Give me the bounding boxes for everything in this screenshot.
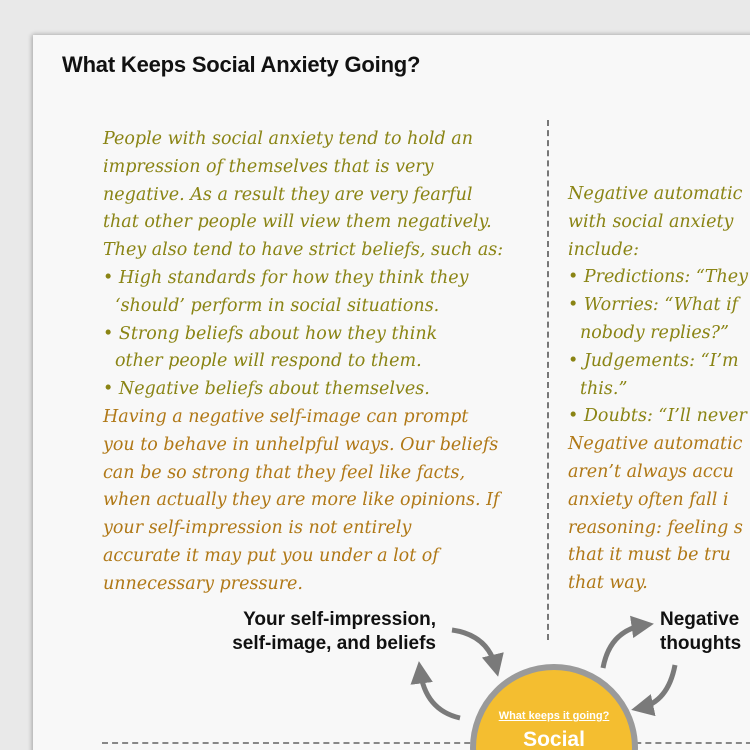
- text-line: People with social anxiety tend to hold an: [103, 129, 473, 149]
- text-line: include:: [568, 239, 639, 260]
- text-line: aren’t always accu: [568, 461, 734, 482]
- text-line: nobody replies?”: [580, 322, 729, 343]
- section-divider: [102, 742, 750, 744]
- negative-thoughts-text: [568, 181, 748, 598]
- bullet-item: • Judgements: “I’m: [568, 350, 739, 371]
- text-line: your self-impression is not entirely: [103, 518, 412, 539]
- negative-thoughts-label: [660, 608, 741, 656]
- bullet-item: • Negative beliefs about themselves.: [103, 379, 430, 400]
- text-line: They also tend to have strict beliefs, such as:: [103, 240, 504, 261]
- label-line: thoughts: [660, 633, 742, 654]
- text-line: you to behave in unhelpful ways. Our beliefs: [103, 434, 499, 455]
- bullet-item: • Doubts: “I’ll never: [568, 406, 747, 427]
- text-line: Having a negative self-image can prompt: [103, 406, 469, 427]
- bullet-item: • High standards for how they think they: [103, 267, 469, 288]
- column-divider: [547, 120, 549, 640]
- text-line: Negative automatic: [568, 184, 743, 204]
- text-line: can be so strong that they feel like facts,: [103, 462, 466, 483]
- text-line: negative. As a result they are very fearful: [103, 184, 473, 205]
- text-line: impression of themselves that is very: [103, 156, 434, 177]
- text-line: ‘should’ perform in social situations.: [115, 295, 440, 316]
- text-line: Negative automatic: [568, 434, 743, 455]
- text-line: that way.: [568, 573, 648, 594]
- text-line: when actually they are more like opinions. If: [103, 490, 500, 511]
- label-line: Your self-impression,: [243, 609, 436, 630]
- text-line: this.”: [580, 378, 628, 399]
- text-line: that other people will view them negatively.: [103, 212, 492, 233]
- bullet-item: • Strong beliefs about how they think: [103, 323, 438, 344]
- text-line: reasoning: feeling s: [568, 517, 743, 538]
- center-question: What keeps it going?: [498, 710, 610, 722]
- label-line: Negative: [660, 609, 740, 630]
- center-title: Social: [523, 728, 585, 750]
- text-line: that it must be tru: [568, 545, 731, 566]
- text-line: accurate it may put you under a lot of: [103, 545, 439, 566]
- text-line: unnecessary pressure.: [103, 573, 303, 594]
- label-line: self-image, and beliefs: [232, 633, 436, 654]
- text-line: anxiety often fall i: [568, 489, 729, 510]
- self-image-label: [232, 608, 436, 656]
- bullet-item: • Predictions: “They: [568, 267, 748, 288]
- page-title: What Keeps Social Anxiety Going?: [62, 52, 421, 77]
- text-line: with social anxiety: [568, 211, 734, 232]
- self-impression-text: [103, 126, 503, 599]
- text-line: other people will respond to them.: [115, 351, 422, 372]
- bullet-item: • Worries: “What if: [568, 295, 739, 316]
